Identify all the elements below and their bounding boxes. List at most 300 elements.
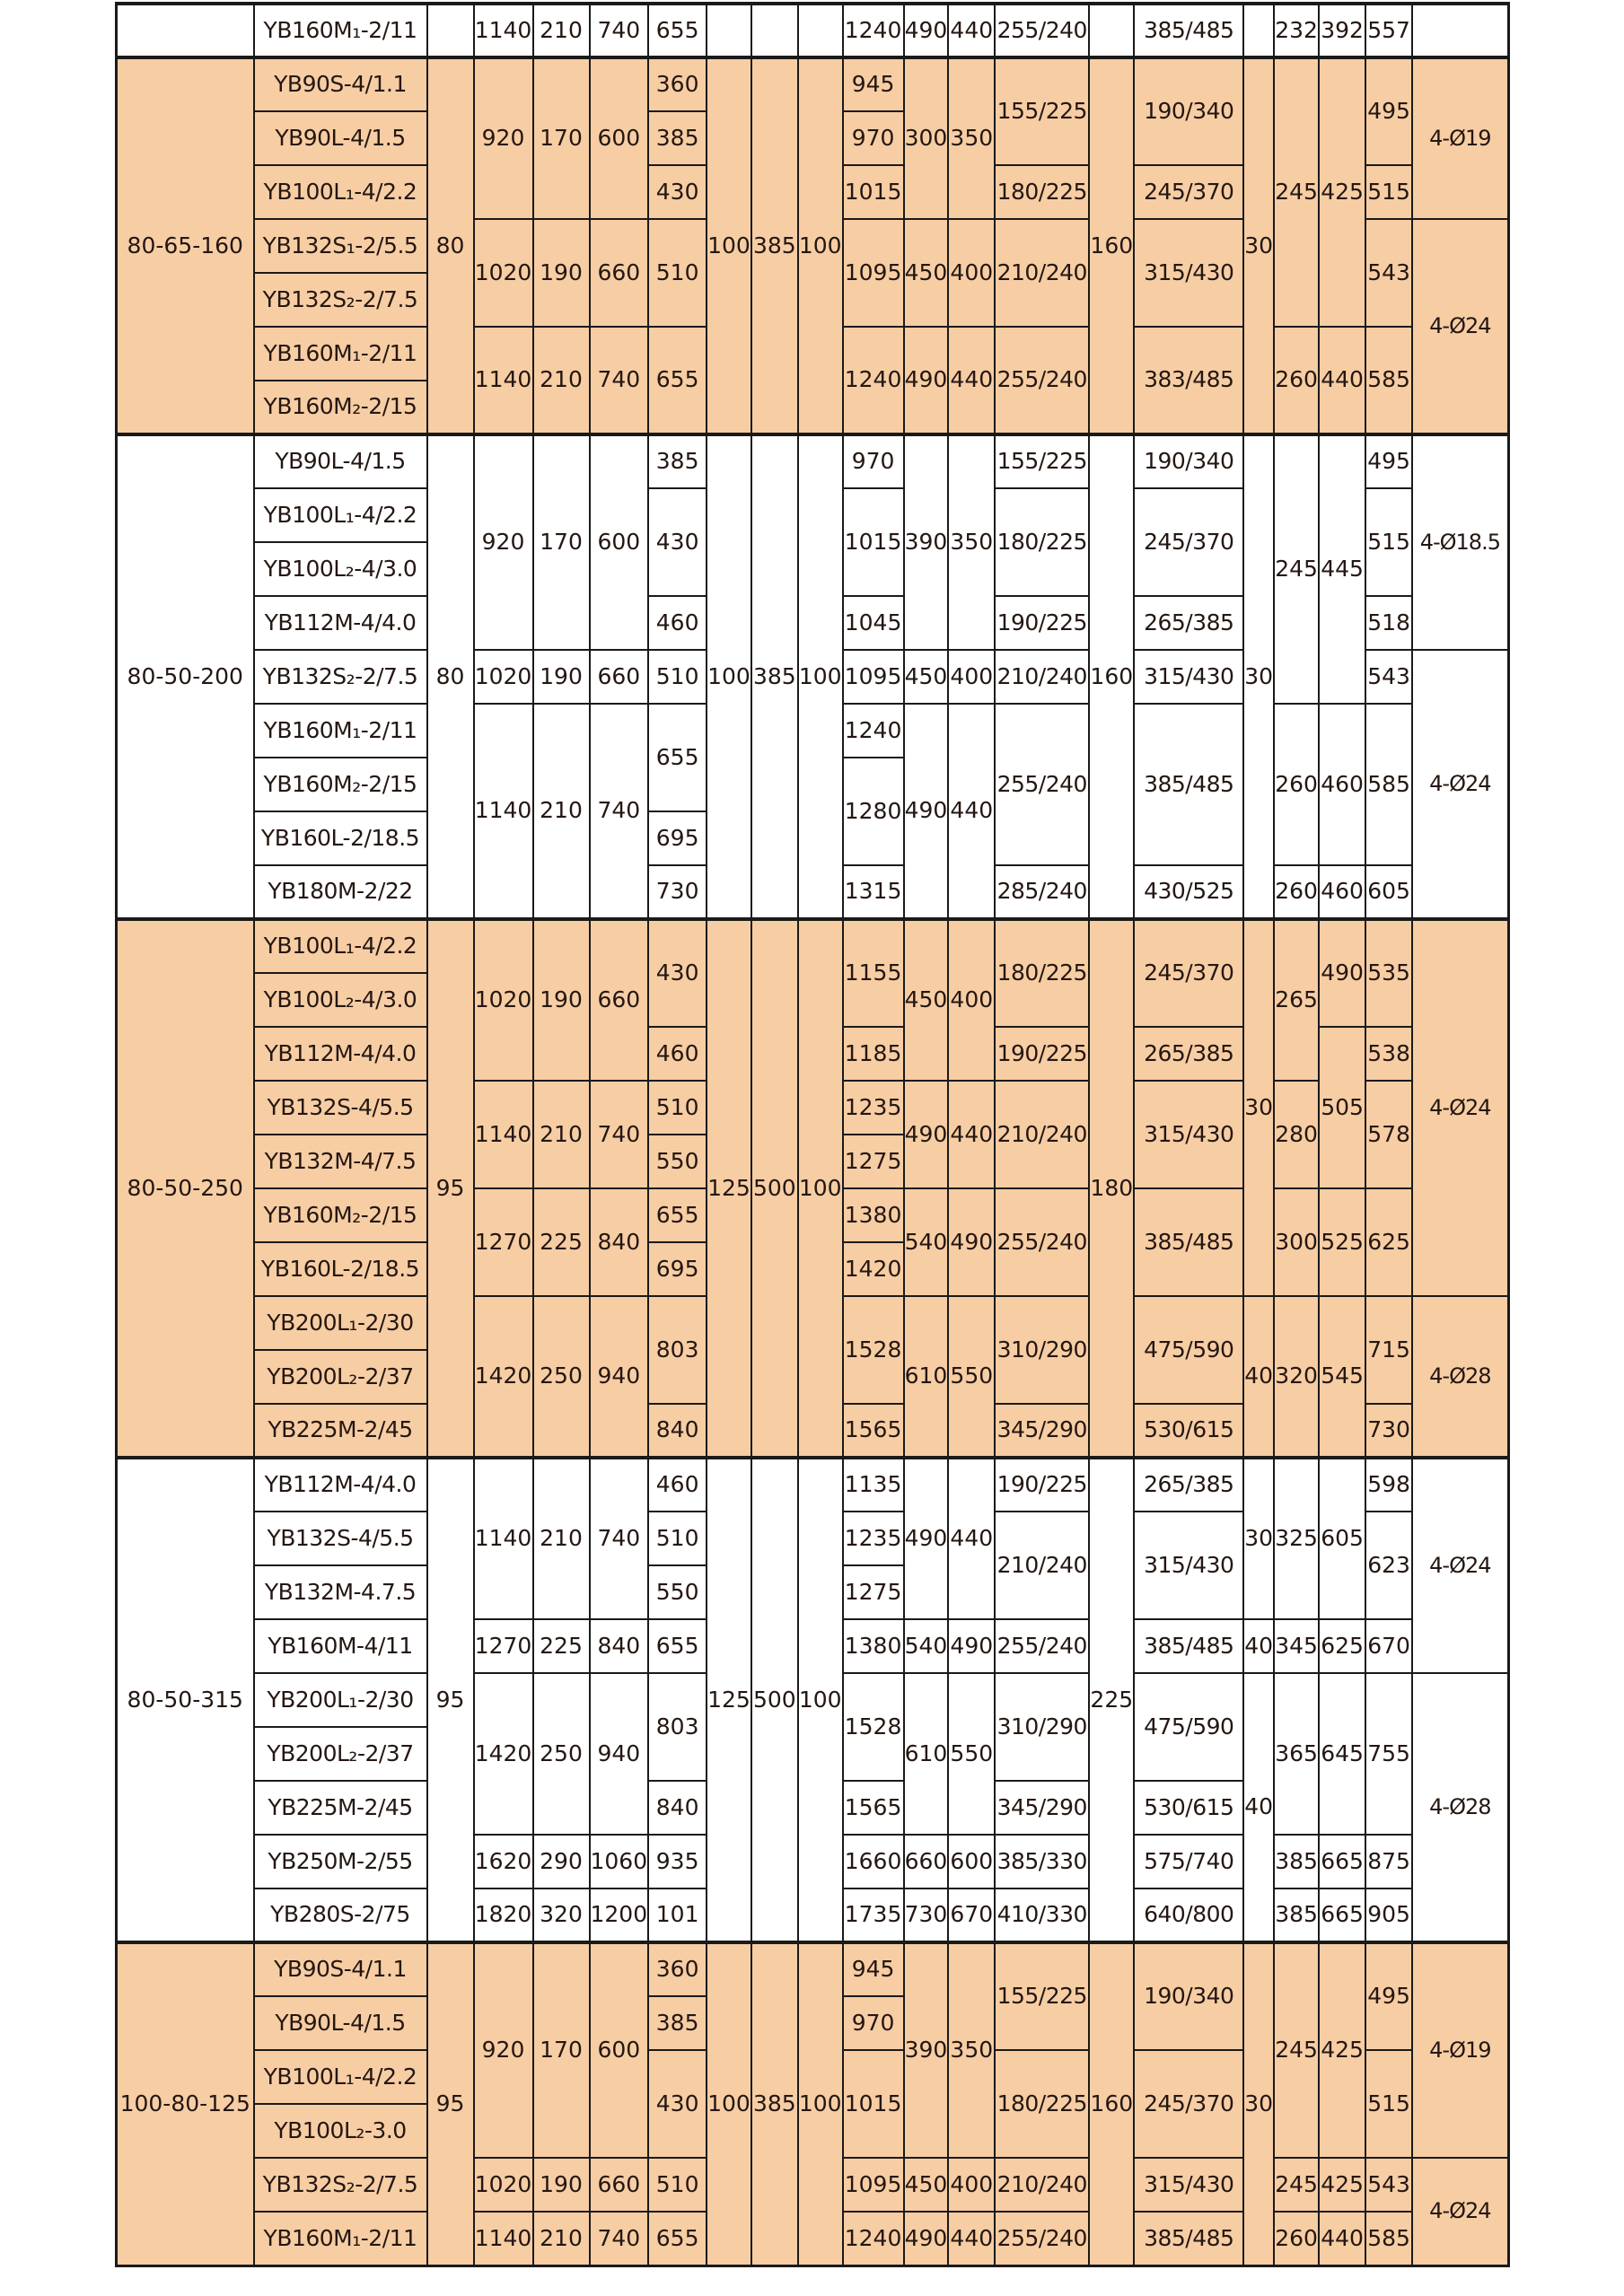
dimension-cell: 660: [590, 919, 649, 1081]
dimension-cell: 385: [751, 434, 798, 919]
dimension-cell: 740: [590, 704, 649, 919]
dimension-cell: [751, 4, 798, 57]
dimension-cell: 543: [1365, 219, 1412, 327]
dimension-cell: 210/240: [995, 2158, 1089, 2212]
motor-model-cell: YB132S₂-2/7.5: [254, 273, 427, 327]
dimension-cell: 385/330: [995, 1835, 1089, 1889]
dimension-cell: 425: [1319, 2158, 1365, 2212]
dimension-cell: 740: [590, 2212, 649, 2265]
dimension-cell: 210: [533, 2212, 590, 2265]
dimension-cell: 325: [1274, 1458, 1319, 1619]
motor-model-cell: YB100L₁-4/2.2: [254, 488, 427, 542]
dimension-cell: 315/430: [1134, 650, 1243, 704]
dimension-cell: 460: [1319, 865, 1365, 919]
dimension-cell: 1270: [474, 1619, 533, 1673]
dimension-cell: 190: [533, 219, 590, 327]
dimension-cell: 250: [533, 1296, 590, 1458]
dimension-cell: 660: [590, 650, 649, 704]
dimension-cell: 1095: [843, 219, 904, 327]
motor-model-cell: YB200L₂-2/37: [254, 1727, 427, 1781]
dimension-cell: 490: [904, 1081, 949, 1188]
dimension-cell: 30: [1243, 919, 1274, 1296]
dimension-cell: 670: [1365, 1619, 1412, 1673]
dimension-cell: 232: [1274, 4, 1319, 57]
dimension-cell: 4-Ø24: [1412, 1458, 1508, 1673]
dimension-cell: 625: [1365, 1188, 1412, 1296]
dimension-cell: 1095: [843, 650, 904, 704]
dimension-cell: [427, 4, 474, 57]
dimension-cell: 945: [843, 1942, 904, 1996]
dimension-cell: [1089, 4, 1134, 57]
dimension-cell: 210: [533, 4, 590, 57]
dimension-cell: 245/370: [1134, 488, 1243, 596]
dimension-cell: 550: [648, 1135, 707, 1188]
dimension-cell: 460: [1319, 704, 1365, 865]
dimension-cell: 495: [1365, 1942, 1412, 2050]
motor-model-cell: YB90S-4/1.1: [254, 57, 427, 111]
dimension-cell: 30: [1243, 1942, 1274, 2265]
dimension-cell: 875: [1365, 1835, 1412, 1889]
dimension-cell: 365: [1274, 1673, 1319, 1835]
dimension-cell: 450: [904, 650, 949, 704]
dimension-cell: 385/485: [1134, 4, 1243, 57]
dimension-cell: 180/225: [995, 488, 1089, 596]
dimension-cell: 510: [648, 1081, 707, 1135]
dimension-cell: 360: [648, 1942, 707, 1996]
dimension-cell: 500: [751, 919, 798, 1458]
dimension-cell: 245: [1274, 434, 1319, 704]
dimension-cell: 1420: [474, 1296, 533, 1458]
motor-model-cell: YB100L₁-4/2.2: [254, 165, 427, 219]
dimension-cell: 390: [904, 434, 949, 650]
dimension-cell: 255/240: [995, 1619, 1089, 1673]
dimension-cell: 1135: [843, 1458, 904, 1512]
motor-model-cell: YB100L₂-3.0: [254, 2104, 427, 2158]
dimension-cell: 350: [948, 57, 995, 219]
dimension-cell: 665: [1319, 1889, 1365, 1942]
dimension-cell: 970: [843, 434, 904, 488]
dimension-cell: 410/330: [995, 1889, 1089, 1942]
dimension-cell: 1275: [843, 1565, 904, 1619]
dimension-cell: 1270: [474, 1188, 533, 1296]
dimension-cell: 80: [427, 57, 474, 434]
dimension-cell: 1140: [474, 1458, 533, 1619]
dimension-cell: 840: [590, 1619, 649, 1673]
dimension-cell: 4-Ø18.5: [1412, 434, 1508, 650]
dimension-cell: 655: [648, 1619, 707, 1673]
dimension-cell: 190: [533, 919, 590, 1081]
dimension-cell: 1060: [590, 1835, 649, 1889]
dimension-cell: 740: [590, 1081, 649, 1188]
dimension-cell: 385: [1274, 1835, 1319, 1889]
dimension-cell: 490: [904, 2212, 949, 2265]
dimension-cell: 225: [533, 1619, 590, 1673]
dimension-cell: 1140: [474, 1081, 533, 1188]
dimension-cell: 160: [1089, 434, 1134, 919]
dimension-cell: 440: [1319, 327, 1365, 434]
dimension-cell: 440: [948, 1081, 995, 1188]
dimension-cell: 730: [904, 1889, 949, 1942]
dimension-cell: 260: [1274, 704, 1319, 865]
motor-model-cell: YB132M-4.7.5: [254, 1565, 427, 1619]
dimension-cell: 400: [948, 2158, 995, 2212]
dimension-cell: 543: [1365, 650, 1412, 704]
dimension-cell: 440: [1319, 2212, 1365, 2265]
dimension-cell: 550: [648, 1565, 707, 1619]
motor-model-cell: YB132S₂-2/7.5: [254, 2158, 427, 2212]
dimension-cell: 210/240: [995, 219, 1089, 327]
dimension-cell: 655: [648, 1188, 707, 1242]
dimension-cell: 210/240: [995, 1512, 1089, 1619]
pump-model-cell: 80-50-200: [117, 434, 254, 919]
dimension-cell: 400: [948, 919, 995, 1081]
dimension-cell: 1235: [843, 1081, 904, 1135]
motor-model-cell: YB280S-2/75: [254, 1889, 427, 1942]
dimension-cell: 350: [948, 434, 995, 650]
pump-model-cell: [117, 4, 254, 57]
dimension-cell: 285/240: [995, 865, 1089, 919]
dimension-cell: 510: [648, 1512, 707, 1565]
dimension-cell: 490: [904, 327, 949, 434]
dimension-cell: [1243, 4, 1274, 57]
dimension-cell: 190: [533, 650, 590, 704]
dimension-cell: 260: [1274, 2212, 1319, 2265]
dimension-cell: 695: [648, 811, 707, 865]
dimension-cell: 1240: [843, 4, 904, 57]
dimension-cell: 490: [904, 4, 949, 57]
dimension-cell: 265: [1274, 919, 1319, 1081]
dimension-cell: 170: [533, 434, 590, 650]
dimension-cell: 385: [648, 1996, 707, 2050]
dimension-cell: 100: [798, 57, 843, 434]
dimension-cell: 460: [648, 1458, 707, 1512]
dimension-cell: 475/590: [1134, 1296, 1243, 1404]
motor-model-cell: YB100L₁-4/2.2: [254, 2050, 427, 2104]
dimension-cell: 430: [648, 165, 707, 219]
motor-model-cell: YB112M-4/4.0: [254, 596, 427, 650]
dimension-cell: 100: [707, 1942, 751, 2265]
dimension-cell: 605: [1365, 865, 1412, 919]
dimension-cell: 605: [1319, 1458, 1365, 1619]
motor-model-cell: YB100L₁-4/2.2: [254, 919, 427, 973]
dimension-cell: 840: [590, 1188, 649, 1296]
dimension-cell: 125: [707, 919, 751, 1458]
dimension-cell: 538: [1365, 1027, 1412, 1081]
dimension-cell: 623: [1365, 1512, 1412, 1619]
dimension-cell: 600: [590, 1942, 649, 2158]
dimension-cell: 440: [948, 4, 995, 57]
dimension-cell: 1140: [474, 4, 533, 57]
dimension-cell: 190/225: [995, 1458, 1089, 1512]
table-row: [117, 1942, 1509, 1996]
dimension-cell: 250: [533, 1673, 590, 1835]
dimension-cell: 475/590: [1134, 1673, 1243, 1781]
dimension-cell: 510: [648, 219, 707, 327]
dimension-cell: 225: [1089, 1458, 1134, 1942]
dimension-cell: 1015: [843, 488, 904, 596]
dimension-cell: 385/485: [1134, 1619, 1243, 1673]
dimension-cell: 300: [1274, 1188, 1319, 1296]
motor-model-cell: YB112M-4/4.0: [254, 1027, 427, 1081]
dimension-cell: 1275: [843, 1135, 904, 1188]
dimension-cell: 445: [1319, 434, 1365, 704]
motor-model-cell: YB160L-2/18.5: [254, 1242, 427, 1296]
dimension-cell: 385/485: [1134, 704, 1243, 865]
pump-model-cell: 100-80-125: [117, 1942, 254, 2265]
dimension-cell: 245: [1274, 57, 1319, 327]
dimension-cell: 160: [1089, 57, 1134, 434]
dimension-cell: 645: [1319, 1673, 1365, 1835]
dimension-cell: 550: [948, 1296, 995, 1458]
dimension-cell: 430: [648, 488, 707, 596]
dimension-cell: 660: [590, 2158, 649, 2212]
dimension-cell: 1235: [843, 1512, 904, 1565]
dimension-cell: 525: [1319, 1188, 1365, 1296]
dimension-cell: 740: [590, 4, 649, 57]
dimension-cell: 970: [843, 111, 904, 165]
dimension-cell: [798, 4, 843, 57]
dimension-cell: 1020: [474, 650, 533, 704]
dimension-cell: 180/225: [995, 2050, 1089, 2158]
dimension-cell: 95: [427, 919, 474, 1458]
dimension-cell: 345: [1274, 1619, 1319, 1673]
motor-model-cell: YB132M-4/7.5: [254, 1135, 427, 1188]
dimension-cell: 190/340: [1134, 57, 1243, 165]
dimension-cell: 320: [1274, 1296, 1319, 1458]
dimension-cell: 600: [948, 1835, 995, 1889]
dimension-cell: 935: [648, 1835, 707, 1889]
dimension-cell: 610: [904, 1296, 949, 1458]
motor-model-cell: YB90L-4/1.5: [254, 111, 427, 165]
dimension-cell: 940: [590, 1296, 649, 1458]
dimension-cell: 1020: [474, 219, 533, 327]
dimension-cell: 255/240: [995, 2212, 1089, 2265]
dimension-cell: 385: [751, 57, 798, 434]
dimension-cell: 550: [948, 1673, 995, 1835]
dimension-cell: 385: [751, 1942, 798, 2265]
dimension-cell: 245/370: [1134, 919, 1243, 1027]
dimension-cell: 655: [648, 704, 707, 811]
motor-model-cell: YB200L₁-2/30: [254, 1673, 427, 1727]
dimension-cell: 1140: [474, 704, 533, 919]
dimension-cell: 400: [948, 650, 995, 704]
dimension-cell: 260: [1274, 327, 1319, 434]
motor-model-cell: YB90S-4/1.1: [254, 1942, 427, 1996]
motor-model-cell: YB160M₁-2/11: [254, 2212, 427, 2265]
motor-model-cell: YB160M₂-2/15: [254, 1188, 427, 1242]
dimension-cell: 460: [648, 1027, 707, 1081]
dimension-cell: 430: [648, 2050, 707, 2158]
dimension-cell: 315/430: [1134, 1512, 1243, 1619]
dimension-cell: 30: [1243, 1458, 1274, 1619]
dimension-cell: 280: [1274, 1081, 1319, 1188]
pump-model-cell: 80-50-315: [117, 1458, 254, 1942]
dimension-cell: 245/370: [1134, 2050, 1243, 2158]
dimension-cell: 210: [533, 327, 590, 434]
dimension-cell: 905: [1365, 1889, 1412, 1942]
dimension-cell: 578: [1365, 1081, 1412, 1188]
dimension-cell: 180/225: [995, 919, 1089, 1027]
dimension-cell: 390: [904, 1942, 949, 2158]
dimension-cell: 715: [1365, 1296, 1412, 1404]
dimension-cell: 840: [648, 1781, 707, 1835]
dimension-cell: 575/740: [1134, 1835, 1243, 1889]
motor-model-cell: YB100L₂-4/3.0: [254, 973, 427, 1027]
dimension-cell: 385: [1274, 1889, 1319, 1942]
dimension-cell: 490: [904, 1458, 949, 1619]
dimension-cell: 1620: [474, 1835, 533, 1889]
dimension-cell: 490: [1319, 919, 1365, 1027]
dimension-cell: [1412, 4, 1508, 57]
dimension-cell: 4-Ø19: [1412, 1942, 1508, 2158]
dimension-cell: 30: [1243, 434, 1274, 919]
dimension-cell: 755: [1365, 1673, 1412, 1835]
dimension-cell: 385/485: [1134, 1188, 1243, 1296]
dimension-cell: 730: [1365, 1404, 1412, 1458]
dimension-cell: 255/240: [995, 4, 1089, 57]
dimension-cell: 265/385: [1134, 596, 1243, 650]
dimension-cell: 210/240: [995, 1081, 1089, 1188]
dimension-cell: 1240: [843, 704, 904, 758]
motor-model-cell: YB200L₁-2/30: [254, 1296, 427, 1350]
dimension-cell: 490: [948, 1619, 995, 1673]
dimension-cell: 543: [1365, 2158, 1412, 2212]
dimension-cell: 660: [904, 1835, 949, 1889]
dimension-cell: 300: [904, 57, 949, 219]
dimension-cell: 740: [590, 327, 649, 434]
dimension-cell: 265/385: [1134, 1027, 1243, 1081]
dimension-cell: 655: [648, 4, 707, 57]
pump-model-cell: 80-50-250: [117, 919, 254, 1458]
dimension-cell: 970: [843, 1996, 904, 2050]
dimension-cell: 190/225: [995, 1027, 1089, 1081]
dimension-cell: 660: [590, 219, 649, 327]
dimension-cell: 1660: [843, 1835, 904, 1889]
dimension-cell: 1045: [843, 596, 904, 650]
dimension-cell: 505: [1319, 1027, 1365, 1188]
dimension-cell: 665: [1319, 1835, 1365, 1889]
motor-model-cell: YB160M₁-2/11: [254, 4, 427, 57]
dimension-cell: 1140: [474, 327, 533, 434]
dimension-cell: 440: [948, 704, 995, 919]
dimension-cell: 100: [798, 1458, 843, 1942]
dimension-cell: 320: [533, 1889, 590, 1942]
dimension-cell: 640/800: [1134, 1889, 1243, 1942]
dimension-cell: 190/340: [1134, 1942, 1243, 2050]
dimension-cell: 4-Ø19: [1412, 57, 1508, 219]
dimension-cell: 315/430: [1134, 1081, 1243, 1188]
dimension-cell: 598: [1365, 1458, 1412, 1512]
dimension-cell: 920: [474, 1942, 533, 2158]
dimension-cell: 1185: [843, 1027, 904, 1081]
dimension-cell: 255/240: [995, 1188, 1089, 1296]
dimension-cell: 540: [904, 1188, 949, 1296]
dimension-cell: 490: [904, 704, 949, 919]
dimension-cell: 500: [751, 1458, 798, 1942]
dimension-cell: 490: [948, 1188, 995, 1296]
motor-model-cell: YB160M₂-2/15: [254, 758, 427, 811]
dimension-cell: 1565: [843, 1781, 904, 1835]
dimension-cell: 100: [798, 434, 843, 919]
dimension-cell: 670: [948, 1889, 995, 1942]
dimension-cell: 1565: [843, 1404, 904, 1458]
dimension-cell: 80: [427, 434, 474, 919]
dimension-cell: 655: [648, 327, 707, 434]
dimension-cell: 515: [1365, 2050, 1412, 2158]
dimension-cell: 350: [948, 1942, 995, 2158]
dimension-cell: 430: [648, 919, 707, 1027]
dimension-cell: 210: [533, 1081, 590, 1188]
dimension-cell: 695: [648, 1242, 707, 1296]
motor-model-cell: YB112M-4/4.0: [254, 1458, 427, 1512]
motor-model-cell: YB160L-2/18.5: [254, 811, 427, 865]
dimension-cell: 655: [648, 2212, 707, 2265]
dimension-cell: 400: [948, 219, 995, 327]
dimension-cell: 100: [798, 1942, 843, 2265]
dimension-cell: 315/430: [1134, 219, 1243, 327]
dimension-cell: 803: [648, 1296, 707, 1404]
motor-model-cell: YB132S-4/5.5: [254, 1512, 427, 1565]
dimension-cell: 625: [1319, 1619, 1365, 1673]
dimension-cell: 155/225: [995, 1942, 1089, 2050]
dimension-cell: 425: [1319, 57, 1365, 327]
dimension-cell: 1095: [843, 2158, 904, 2212]
dimension-cell: 100: [707, 57, 751, 434]
dimension-cell: 1240: [843, 327, 904, 434]
dimension-cell: 125: [707, 1458, 751, 1942]
table-row: [117, 919, 1509, 973]
dimension-cell: 210: [533, 704, 590, 919]
dimension-cell: 170: [533, 1942, 590, 2158]
dimension-cell: 260: [1274, 865, 1319, 919]
dimension-cell: 4-Ø24: [1412, 919, 1508, 1296]
dimension-cell: 495: [1365, 434, 1412, 488]
dimension-cell: 180/225: [995, 165, 1089, 219]
dimension-cell: 940: [590, 1673, 649, 1835]
dimension-cell: 385/485: [1134, 2212, 1243, 2265]
dimension-cell: 1020: [474, 2158, 533, 2212]
motor-model-cell: YB160M-4/11: [254, 1619, 427, 1673]
dimension-cell: 440: [948, 1458, 995, 1619]
dimension-cell: 600: [590, 57, 649, 219]
dimension-cell: 40: [1243, 1296, 1274, 1458]
dimension-cell: 210/240: [995, 650, 1089, 704]
pump-model-cell: 80-65-160: [117, 57, 254, 434]
dimension-cell: 1528: [843, 1296, 904, 1404]
dimension-cell: 610: [904, 1673, 949, 1835]
dimension-cell: 430/525: [1134, 865, 1243, 919]
dimension-cell: 730: [648, 865, 707, 919]
dimension-cell: 450: [904, 919, 949, 1081]
dimension-cell: 255/240: [995, 327, 1089, 434]
dimension-cell: 530/615: [1134, 1404, 1243, 1458]
dimension-cell: 101: [648, 1889, 707, 1942]
dimension-cell: 392: [1319, 4, 1365, 57]
dimension-cell: 1735: [843, 1889, 904, 1942]
dimension-cell: 1240: [843, 2212, 904, 2265]
dimension-cell: 545: [1319, 1296, 1365, 1458]
dimension-cell: 1820: [474, 1889, 533, 1942]
dimension-cell: 190: [533, 2158, 590, 2212]
dimension-cell: 440: [948, 2212, 995, 2265]
dimension-cell: 225: [533, 1188, 590, 1296]
dimension-cell: 40: [1243, 1619, 1274, 1673]
motor-model-cell: YB200L₂-2/37: [254, 1350, 427, 1404]
dimension-cell: 840: [648, 1404, 707, 1458]
dimension-cell: 190/225: [995, 596, 1089, 650]
dimension-cell: 290: [533, 1835, 590, 1889]
dimension-cell: 1020: [474, 919, 533, 1081]
